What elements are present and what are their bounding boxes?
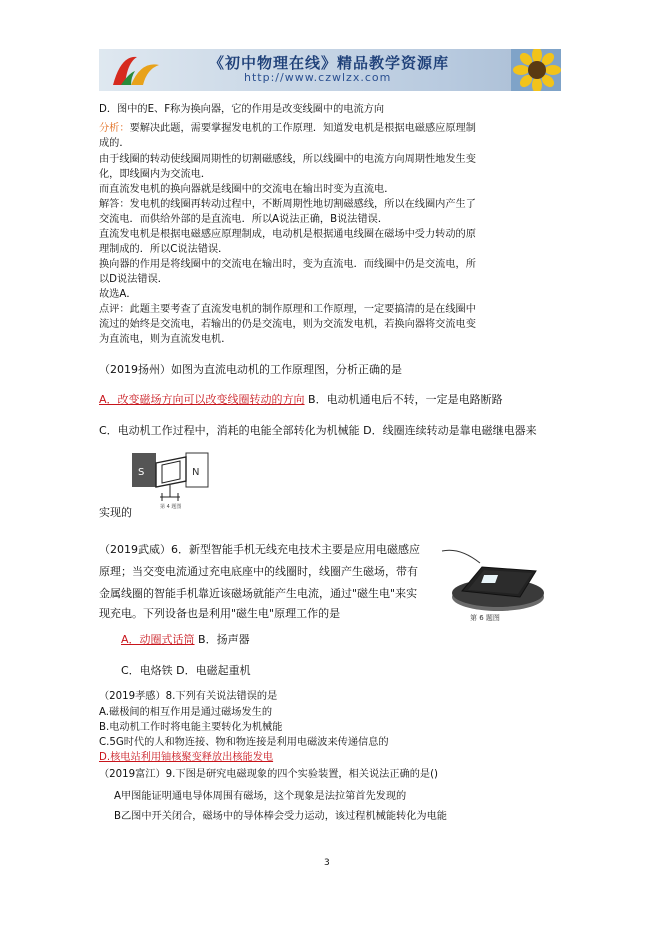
question-xiaogan-option-a: A.磁极间的相互作用是通过磁场发生的 (99, 707, 273, 718)
option-a-correct: A．改变磁场方向可以改变线圈转动的方向 (99, 393, 305, 406)
option-b: B．电动机通电后不转，一定是电路断路 (304, 393, 503, 406)
svg-text:S: S (138, 467, 145, 478)
question-xiaogan-stem: （2019孝感）8.下列有关说法错误的是 (99, 691, 278, 702)
option-d-line: D．图中的E、F称为换向器，它的作用是改变线圈中的电流方向 (99, 104, 385, 115)
question-xiaogan-option-c: C.5G时代的人和物连接、物和物连接是利用电磁波来传递信息的 (99, 737, 389, 748)
banner-url[interactable]: http://www.czwlzx.com (244, 71, 392, 84)
question-wuwei-line: 原理；当交变电流通过充电底座中的线圈时，线圈产生磁场，带有 (99, 565, 418, 578)
analysis-line: 成的． (99, 138, 130, 149)
question-wuwei-line: （2019武威）6．新型智能手机无线充电技术主要是应用电磁感应 (99, 543, 420, 556)
comment-line: 点评：此题主要考查了直流发电机的制作原理和工作原理，一定要搞清的是在线圈中 (99, 304, 476, 315)
answer-choice: 故选A． (99, 289, 137, 300)
analysis-line (99, 122, 476, 136)
header-banner (99, 49, 561, 91)
answer-line: 理制成的．所以C说法错误． (99, 244, 229, 255)
motor-diagram-figure (130, 449, 210, 509)
answer-line: 解答：发电机的线圈再转动过程中，不断周期性地切割磁感线，所以在线圈内产生了 (99, 199, 476, 210)
analysis-line: 化，即线圈内为交流电． (99, 169, 212, 180)
answer-line: 换向器的作用是将线圈中的交流电在输出时，变为直流电．而线圈中仍是交流电，所 (99, 259, 476, 270)
question-yangzhou-options-cd: C．电动机工作过程中，消耗的电能全部转化为机械能 D．线圈连续转动是靠电磁继电器来 (99, 424, 537, 437)
answer-line: 交流电．而供给外部的是直流电．所以A说法正确，B说法错误． (99, 214, 389, 225)
analysis-line: 而直流发电机的换向器就是线圈中的交流电在输出时变为直流电． (99, 184, 395, 195)
answer-line: 直流发电机是根据电磁感应原理制成，电动机是根据通电线圈在磁场中受力转动的原 (99, 229, 476, 240)
figure-caption-6: 第 6 题图 (470, 614, 500, 622)
svg-text:N: N (192, 467, 200, 478)
question-wuwei-line: 现充电。下列设备也是利用"磁生电"原理工作的是 (99, 607, 341, 620)
question-fujiang-option-a: A甲图能证明通电导体周围有磁场，这个现象是法拉第首先发现的 (114, 791, 407, 802)
figure-caption-4: 第 4 题图 (160, 504, 182, 509)
answer-line: 以D说法错误． (99, 274, 168, 285)
page-number: 3 (324, 858, 330, 868)
wireless-charger-figure (440, 545, 546, 623)
option-b: B．扬声器 (194, 633, 250, 646)
question-xiaogan-option-b: B.电动机工作时将电能主要转化为机械能 (99, 722, 283, 733)
analysis-line: 由于线圈的转动使线圈周期性的切割磁感线，所以线圈中的电流方向周期性地发生变 (99, 154, 476, 165)
option-a-correct: A．动圈式话筒 (121, 633, 195, 646)
logo-icon (107, 51, 167, 89)
question-yangzhou-options-ab (99, 392, 503, 408)
sunflower-icon (511, 49, 561, 91)
question-fujiang-option-b: B乙图中开关闭合，磁场中的导体棒会受力运动，该过程机械能转化为电能 (114, 811, 447, 822)
question-yangzhou-tail: 实现的 (99, 506, 132, 519)
comment-line: 流过的始终是交流电，若输出的仍是交流电，则为交流发电机，若换向器将交流电变 (99, 319, 476, 330)
question-wuwei-options-ab (121, 632, 250, 648)
question-fujiang-stem: （2019富江）9.下图是研究电磁现象的四个实验装置，相关说法正确的是() (99, 769, 439, 780)
question-wuwei-options-cd: C．电烙铁 D．电磁起重机 (121, 664, 251, 677)
banner-title: 《初中物理在线》精品教学资源库 (209, 54, 450, 72)
question-yangzhou-stem: （2019扬州）如图为直流电动机的工作原理图，分析正确的是 (99, 363, 402, 376)
analysis-text: 要解决此题，需要掌握发电机的工作原理．知道发电机是根据电磁感应原理制 (129, 123, 476, 134)
analysis-label: 分析： (99, 123, 130, 134)
question-wuwei-line: 金属线圈的智能手机靠近该磁场就能产生电流，通过"磁生电"来实 (99, 587, 418, 600)
comment-line: 为直流电，则为直流发电机． (99, 334, 232, 345)
question-xiaogan-option-d-correct: D.核电站利用铀核聚变释放出核能发电 (99, 752, 274, 763)
